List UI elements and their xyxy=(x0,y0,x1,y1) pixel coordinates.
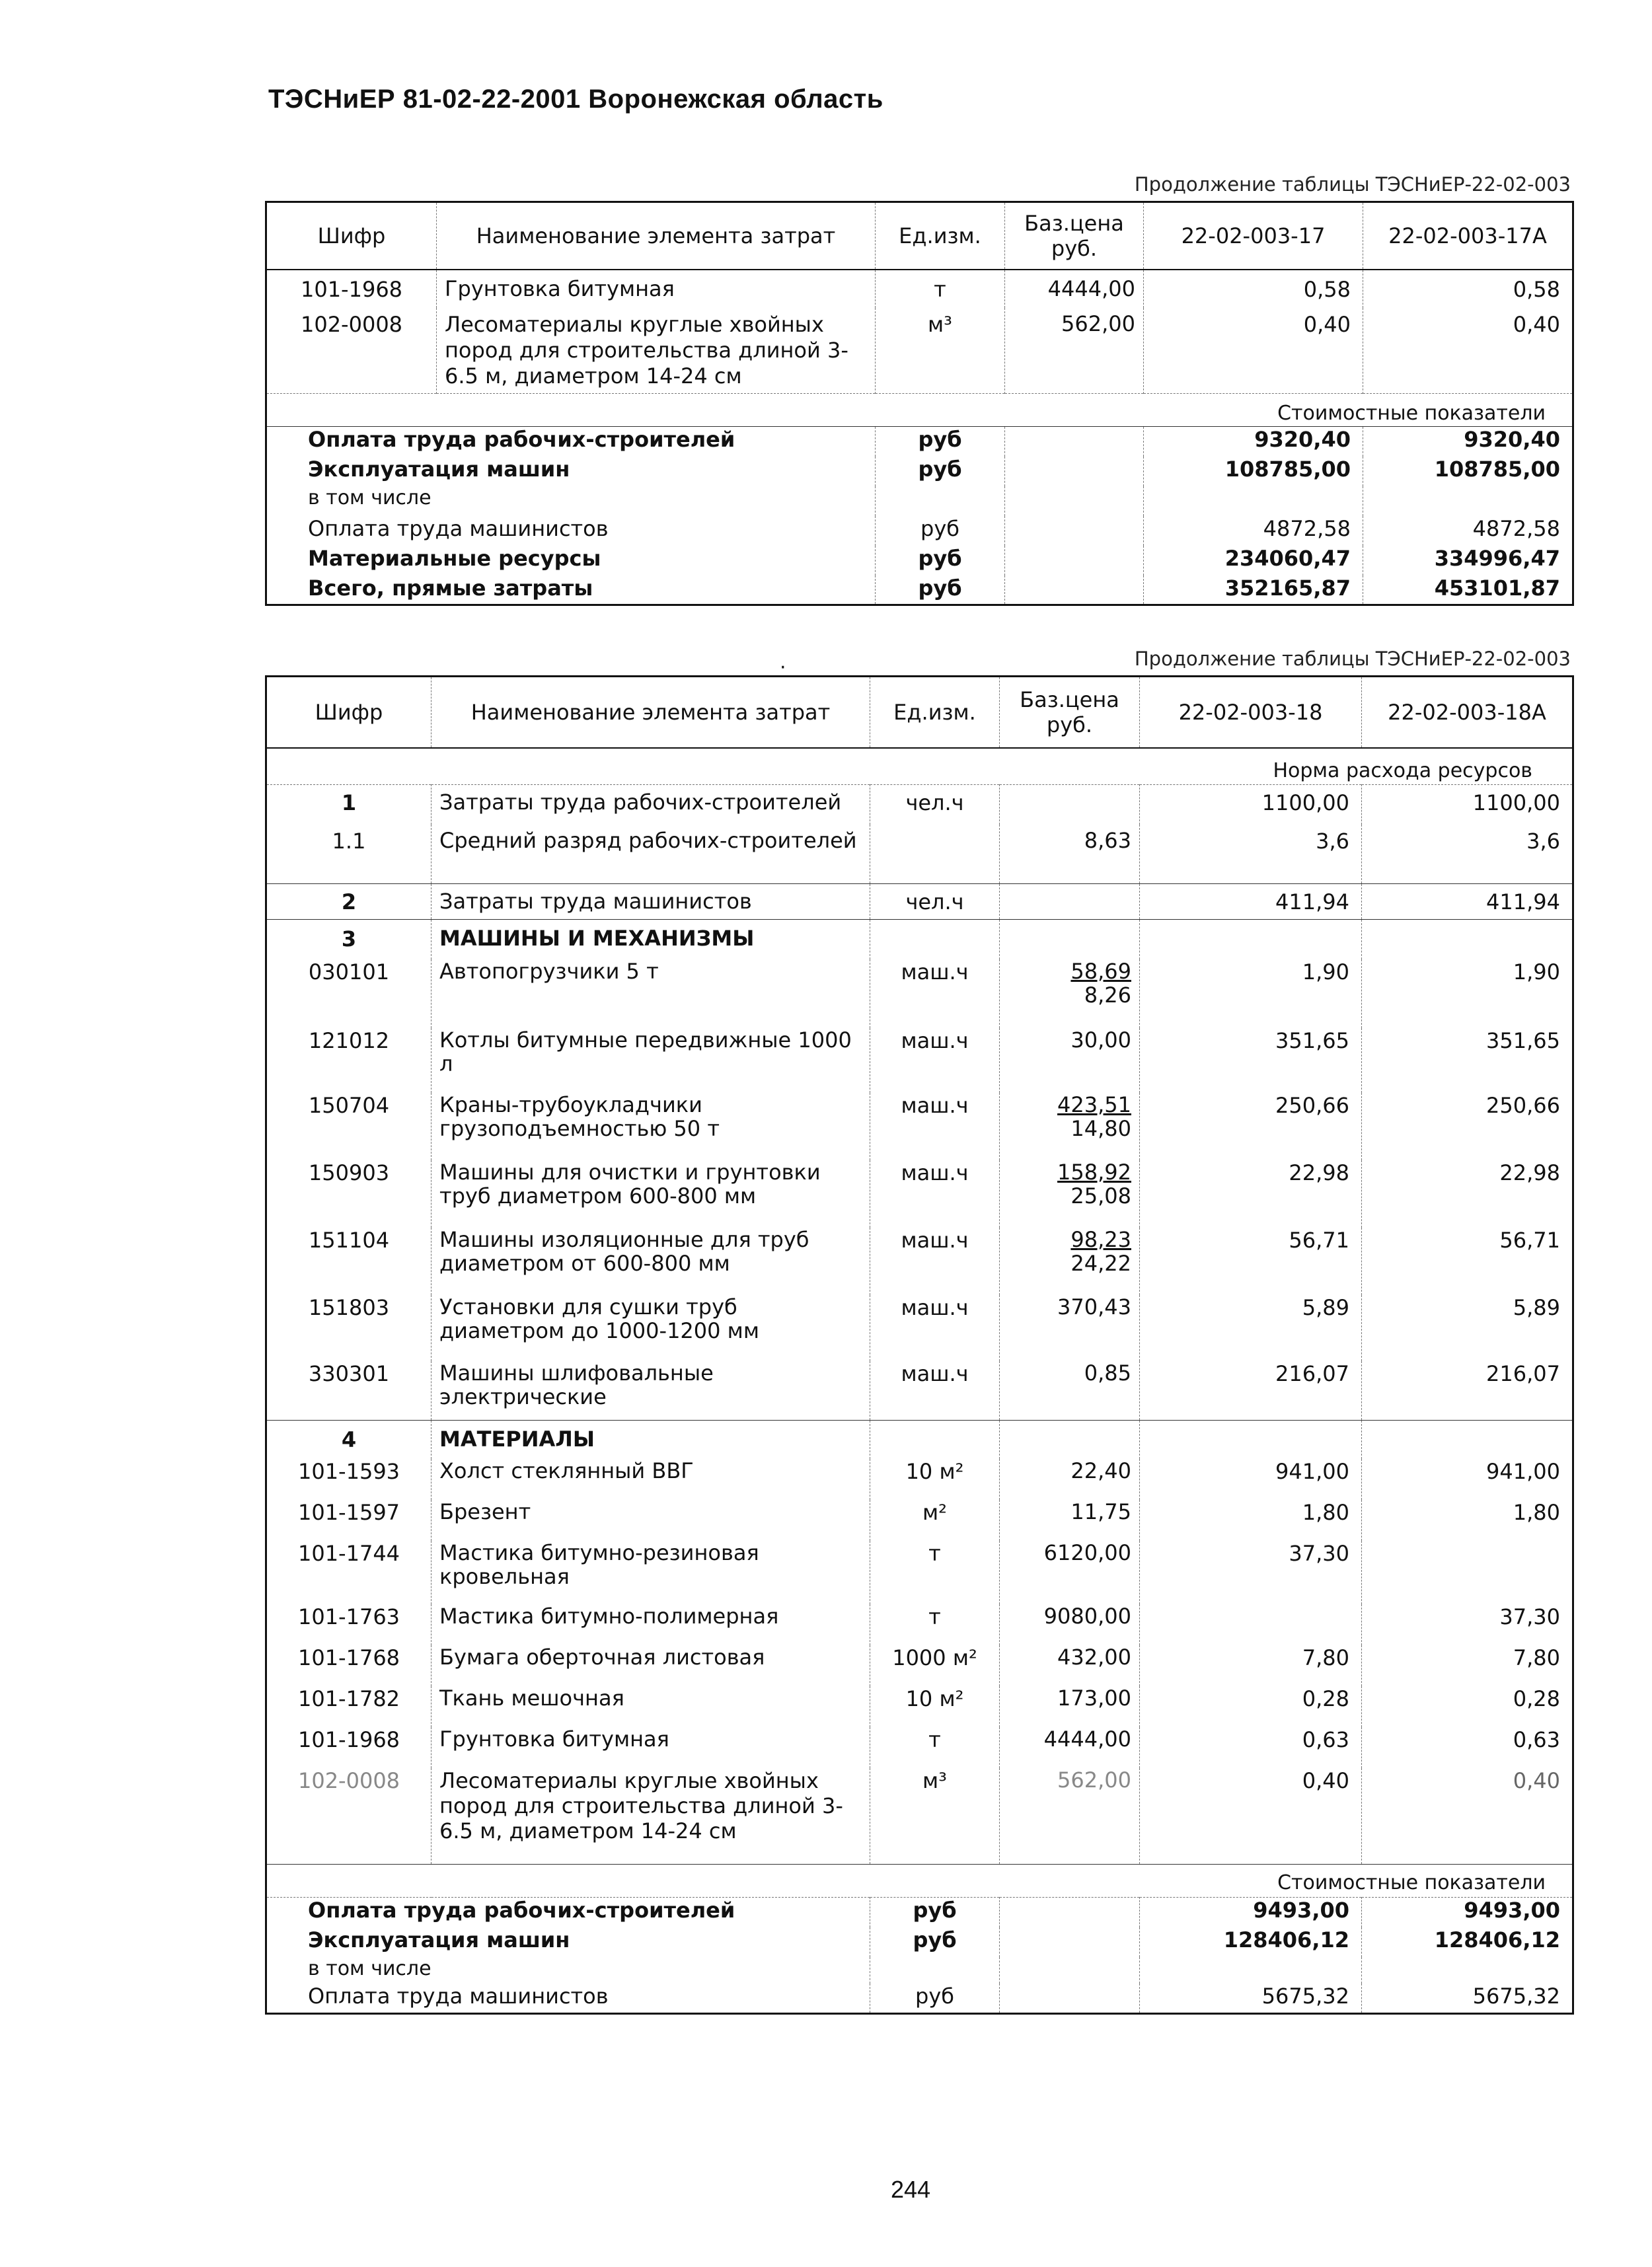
row-value-18a: 0,40 xyxy=(1513,1767,1560,1793)
row-value-17a: 0,40 xyxy=(1513,311,1560,337)
row-code: 2 xyxy=(266,884,432,920)
table-row xyxy=(266,1459,1573,1500)
cost-row xyxy=(266,1898,1573,1927)
table-row xyxy=(266,308,1573,394)
row-value-18: 22,98 xyxy=(1140,1160,1362,1228)
row-value-18a: 351,65 xyxy=(1486,1027,1560,1053)
cost-row xyxy=(266,546,1573,576)
row-unit: т xyxy=(870,1727,1000,1768)
col-header-code: Шифр xyxy=(266,677,432,748)
cost-value-18: 128406,12 xyxy=(1140,1927,1362,1957)
table-row xyxy=(266,1768,1573,1865)
table1 xyxy=(265,201,1574,606)
row-code: 101-1744 xyxy=(266,1541,432,1604)
col-header-base-price: Баз.цена руб. xyxy=(1000,677,1140,748)
cost-label: Оплата труда машинистов xyxy=(266,516,876,546)
row-code: 102-0008 xyxy=(266,1768,432,1865)
table-row xyxy=(266,785,1573,825)
row-name: Грунтовка битумная xyxy=(432,1727,870,1768)
row-value-18: 351,65 xyxy=(1140,1028,1362,1093)
cost-value-18a xyxy=(1362,1957,1573,1984)
base-price-wage: 24,22 xyxy=(1070,1250,1131,1276)
stray-dot: · xyxy=(780,656,786,679)
row-code: 101-1593 xyxy=(266,1459,432,1500)
row-code: 1 xyxy=(266,785,432,825)
col-header-unit: Ед.изм. xyxy=(870,677,1000,748)
row-base-price: 4444,00 xyxy=(1000,1727,1140,1768)
row-value-18: 250,66 xyxy=(1140,1093,1362,1160)
col-header-norm-18: 22-02-003-18 xyxy=(1140,677,1362,748)
cost-label: в том числе xyxy=(266,486,876,516)
row-unit: 1000 м² xyxy=(870,1645,1000,1686)
table-row xyxy=(266,884,1573,920)
cost-unit: руб xyxy=(876,427,1005,457)
col-header-norm-17: 22-02-003-17 xyxy=(1144,202,1363,270)
row-base-price xyxy=(1000,959,1140,1028)
cost-unit: руб xyxy=(876,576,1005,605)
section-header-row xyxy=(266,920,1573,959)
row-value-18: 7,80 xyxy=(1140,1645,1362,1686)
row-name: Холст стеклянный ВВГ xyxy=(432,1459,870,1500)
table1-header-row xyxy=(266,202,1573,270)
row-unit: маш.ч xyxy=(870,1160,1000,1228)
row-unit: чел.ч xyxy=(870,785,1000,825)
row-value-17: 0,58 xyxy=(1144,270,1363,308)
row-value-18a: 56,71 xyxy=(1499,1227,1560,1253)
row-value-18: 1100,00 xyxy=(1140,785,1362,825)
row-base-price: 562,00 xyxy=(1005,308,1144,394)
cost-value-18: 5675,32 xyxy=(1140,1984,1362,2014)
row-value-18a: 1100,00 xyxy=(1472,790,1560,815)
col-header-base-price: Баз.цена руб. xyxy=(1005,202,1144,270)
row-code: 101-1763 xyxy=(266,1604,432,1645)
cost-empty xyxy=(1000,1957,1140,1984)
row-unit: маш.ч xyxy=(870,1093,1000,1160)
row-base-price: 8,63 xyxy=(1000,825,1140,884)
row-base-price: 6120,00 xyxy=(1000,1541,1140,1604)
cost-value-17 xyxy=(1144,486,1363,516)
row-value-18a: 411,94 xyxy=(1362,884,1573,920)
table2-norm-title-row xyxy=(266,748,1573,785)
row-code: 101-1597 xyxy=(266,1500,432,1541)
col-header-code: Шифр xyxy=(266,202,437,270)
table-row xyxy=(266,1500,1573,1541)
row-name: Мастика битумно-резиновая кровельная xyxy=(432,1541,870,1604)
row-base-price: 370,43 xyxy=(1000,1295,1140,1361)
row-code: 101-1968 xyxy=(266,270,437,308)
row-unit: чел.ч xyxy=(870,884,1000,920)
row-value-18a: 1,80 xyxy=(1513,1499,1560,1525)
cost-value-17a: 108785,00 xyxy=(1434,456,1560,482)
row-base-price: 9080,00 xyxy=(1000,1604,1140,1645)
cost-unit xyxy=(876,486,1005,516)
row-base-price: 4444,00 xyxy=(1005,270,1144,308)
row-name: Машины изоляционные для труб диаметром от 600-800 мм xyxy=(432,1228,870,1295)
row-name: Автопогрузчики 5 т xyxy=(432,959,870,1028)
cost-row xyxy=(266,1927,1573,1957)
cost-label: в том числе xyxy=(266,1957,870,1984)
row-code: 150704 xyxy=(266,1093,432,1160)
row-name: Лесоматериалы круглые хвойных пород для строительства длиной 3-6.5 м, диаметром 14-24 см xyxy=(432,1768,870,1865)
row-unit: т xyxy=(870,1541,1000,1604)
table-row xyxy=(266,1604,1573,1645)
row-value-18a: 0,28 xyxy=(1513,1686,1560,1711)
row-name: Машины для очистки и грунтовки труб диаметром 600-800 мм xyxy=(432,1160,870,1228)
row-value-18: 56,71 xyxy=(1140,1228,1362,1295)
table-row xyxy=(266,1028,1573,1093)
table-row xyxy=(266,270,1573,308)
row-base-price xyxy=(1000,785,1140,825)
row-value-18: 941,00 xyxy=(1140,1459,1362,1500)
row-unit: 10 м² xyxy=(870,1459,1000,1500)
cost-row xyxy=(266,516,1573,546)
cost-value-17: 234060,47 xyxy=(1144,546,1363,576)
row-value-17a: 0,58 xyxy=(1513,276,1560,302)
row-value-18: 0,40 xyxy=(1140,1768,1362,1865)
row-base-price: 432,00 xyxy=(1000,1645,1140,1686)
row-name: Затраты труда машинистов xyxy=(432,884,870,920)
cost-label: Всего, прямые затраты xyxy=(266,576,876,605)
col-header-name: Наименование элемента затрат xyxy=(437,202,876,270)
cost-value-17: 108785,00 xyxy=(1144,457,1363,486)
row-name: Средний разряд рабочих-строителей xyxy=(432,825,870,884)
table-row xyxy=(266,1361,1573,1421)
cost-label: Оплата труда машинистов xyxy=(266,1984,870,2014)
table1-continuation-label: Продолжение таблицы ТЭСНиЕР-22-02-003 xyxy=(1134,173,1571,196)
cost-row xyxy=(266,1957,1573,1984)
cost-label: Оплата труда рабочих-строителей xyxy=(266,427,876,457)
row-value-18: 1,90 xyxy=(1140,959,1362,1028)
row-code: 102-0008 xyxy=(266,308,437,394)
row-base-price xyxy=(1000,1228,1140,1295)
row-base-price xyxy=(1000,1160,1140,1228)
cost-value-17a: 9320,40 xyxy=(1464,427,1560,452)
row-value-18a: 37,30 xyxy=(1499,1604,1560,1629)
row-value-18a: 941,00 xyxy=(1486,1458,1560,1484)
row-unit: маш.ч xyxy=(870,1361,1000,1421)
row-unit: маш.ч xyxy=(870,959,1000,1028)
row-unit: т xyxy=(870,1604,1000,1645)
norm-section-title: Норма расхода ресурсов xyxy=(1273,759,1532,782)
row-base-price: 0,85 xyxy=(1000,1361,1140,1421)
row-value-18a: 5,89 xyxy=(1513,1294,1560,1320)
base-price-wage: 14,80 xyxy=(1070,1115,1131,1141)
row-value-18: 5,89 xyxy=(1140,1295,1362,1361)
table-row xyxy=(266,1228,1573,1295)
cost-value-17a: 334996,47 xyxy=(1434,545,1560,571)
cost-unit: руб xyxy=(870,1898,1000,1927)
cost-row xyxy=(266,1984,1573,2014)
cost-section-title: Стоимостные показатели xyxy=(1277,402,1546,425)
table2-header-row xyxy=(266,677,1573,748)
cost-unit: руб xyxy=(876,546,1005,576)
cost-value-18a: 128406,12 xyxy=(1434,1927,1560,1952)
col-header-unit: Ед.изм. xyxy=(876,202,1005,270)
table-row xyxy=(266,1295,1573,1361)
row-name: Установки для сушки труб диаметром до 1000-1200 мм xyxy=(432,1295,870,1361)
row-value-18: 0,63 xyxy=(1140,1727,1362,1768)
base-price-main: 423,51 xyxy=(1057,1092,1131,1117)
row-unit: 10 м² xyxy=(870,1686,1000,1727)
row-name: Котлы битумные передвижные 1000 л xyxy=(432,1028,870,1093)
cost-row xyxy=(266,486,1573,516)
cost-empty xyxy=(1000,1984,1140,2014)
document-title: ТЭСНиЕР 81-02-22-2001 Воронежская область xyxy=(268,85,883,114)
row-value-18 xyxy=(1140,1604,1362,1645)
cost-label: Эксплуатация машин xyxy=(266,1927,870,1957)
cost-label: Эксплуатация машин xyxy=(266,457,876,486)
row-name: Лесоматериалы круглые хвойных пород для строительства длиной 3-6.5 м, диаметром 14-24 см xyxy=(437,308,876,394)
table-row xyxy=(266,1541,1573,1604)
col-header-norm-18a: 22-02-003-18А xyxy=(1388,699,1546,725)
row-unit: м² xyxy=(870,1500,1000,1541)
row-code: 030101 xyxy=(266,959,432,1028)
cost-unit: руб xyxy=(876,457,1005,486)
cost-empty xyxy=(1005,516,1144,546)
table-row xyxy=(266,1093,1573,1160)
cost-empty xyxy=(1005,486,1144,516)
cost-label: Материальные ресурсы xyxy=(266,546,876,576)
row-unit: т xyxy=(876,270,1005,308)
base-price-wage: 8,26 xyxy=(1084,982,1131,1008)
row-name: Брезент xyxy=(432,1500,870,1541)
table-row xyxy=(266,1645,1573,1686)
row-value-18: 411,94 xyxy=(1140,884,1362,920)
row-code: 1.1 xyxy=(266,825,432,884)
col-header-name: Наименование элемента затрат xyxy=(432,677,870,748)
row-base-price xyxy=(1000,884,1140,920)
row-unit: м³ xyxy=(876,308,1005,394)
row-name: Машины шлифовальные электрические xyxy=(432,1361,870,1421)
row-code: 150903 xyxy=(266,1160,432,1228)
row-base-price xyxy=(1000,1093,1140,1160)
base-price-main: 158,92 xyxy=(1057,1160,1131,1185)
row-value-17: 0,40 xyxy=(1144,308,1363,394)
section-number: 3 xyxy=(266,920,432,959)
row-unit: маш.ч xyxy=(870,1028,1000,1093)
base-price-wage: 25,08 xyxy=(1070,1183,1131,1208)
row-value-18: 216,07 xyxy=(1140,1361,1362,1421)
cost-empty xyxy=(1005,546,1144,576)
row-value-18: 3,6 xyxy=(1140,825,1362,884)
row-value-18a: 1,90 xyxy=(1513,959,1560,985)
cost-unit: руб xyxy=(876,516,1005,546)
cost-value-18: 9493,00 xyxy=(1140,1898,1362,1927)
cost-unit xyxy=(870,1957,1000,1984)
cost-value-17a xyxy=(1363,486,1573,516)
row-code: 330301 xyxy=(266,1361,432,1421)
row-value-18a: 216,07 xyxy=(1486,1360,1560,1386)
table-row xyxy=(266,1727,1573,1768)
table1-cost-title-row xyxy=(266,394,1573,427)
row-code: 101-1968 xyxy=(266,1727,432,1768)
table2 xyxy=(265,675,1574,2015)
row-base-price: 22,40 xyxy=(1000,1459,1140,1500)
cost-label: Оплата труда рабочих-строителей xyxy=(266,1898,870,1927)
section-number: 4 xyxy=(266,1421,432,1459)
row-base-price: 30,00 xyxy=(1000,1028,1140,1093)
cost-value-18 xyxy=(1140,1957,1362,1984)
row-code: 101-1768 xyxy=(266,1645,432,1686)
row-value-18: 1,80 xyxy=(1140,1500,1362,1541)
row-value-18: 0,28 xyxy=(1140,1686,1362,1727)
row-value-18a: 0,63 xyxy=(1513,1727,1560,1752)
cost-empty xyxy=(1000,1898,1140,1927)
page-number: 244 xyxy=(891,2176,931,2203)
cost-value-18a: 9493,00 xyxy=(1464,1898,1560,1923)
row-code: 101-1782 xyxy=(266,1686,432,1727)
row-code: 151104 xyxy=(266,1228,432,1295)
cost-value-18a: 5675,32 xyxy=(1472,1983,1560,2009)
row-value-18a: 250,66 xyxy=(1486,1092,1560,1118)
base-price-main: 58,69 xyxy=(1070,959,1131,984)
cost-value-17a: 4872,58 xyxy=(1472,515,1560,541)
cost-row xyxy=(266,427,1573,457)
cost-empty xyxy=(1000,1927,1140,1957)
table-row xyxy=(266,1686,1573,1727)
cost-row xyxy=(266,457,1573,486)
row-name: Мастика битумно-полимерная xyxy=(432,1604,870,1645)
col-header-norm-17a: 22-02-003-17А xyxy=(1388,223,1547,248)
row-base-price: 562,00 xyxy=(1000,1768,1140,1865)
row-value-18a: 3,6 xyxy=(1526,828,1560,854)
cost-empty xyxy=(1005,457,1144,486)
row-base-price: 173,00 xyxy=(1000,1686,1140,1727)
base-price-main: 98,23 xyxy=(1070,1227,1131,1252)
row-value-18a: 7,80 xyxy=(1513,1645,1560,1670)
cost-row xyxy=(266,576,1573,605)
table2-cost-title-row xyxy=(266,1865,1573,1898)
section-header-row xyxy=(266,1421,1573,1459)
row-name: Затраты труда рабочих-строителей xyxy=(432,785,870,825)
row-base-price: 11,75 xyxy=(1000,1500,1140,1541)
row-name: Краны-трубоукладчики грузоподъемностью 50 т xyxy=(432,1093,870,1160)
table2-continuation-label: Продолжение таблицы ТЭСНиЕР-22-02-003 xyxy=(1134,648,1571,670)
row-unit xyxy=(870,825,1000,884)
row-name: Грунтовка битумная xyxy=(437,270,876,308)
row-value-18a xyxy=(1362,1541,1573,1604)
table-row xyxy=(266,825,1573,884)
cost-unit: руб xyxy=(870,1984,1000,2014)
row-name: Ткань мешочная xyxy=(432,1686,870,1727)
cost-value-17a: 453101,87 xyxy=(1434,575,1560,601)
row-value-18a: 22,98 xyxy=(1499,1160,1560,1185)
table-row xyxy=(266,959,1573,1028)
cost-empty xyxy=(1005,427,1144,457)
table-row xyxy=(266,1160,1573,1228)
row-value-18: 37,30 xyxy=(1140,1541,1362,1604)
row-code: 121012 xyxy=(266,1028,432,1093)
cost-value-17: 4872,58 xyxy=(1144,516,1363,546)
row-unit: маш.ч xyxy=(870,1228,1000,1295)
cost-section-title: Стоимостные показатели xyxy=(1277,1871,1546,1894)
row-unit: м³ xyxy=(870,1768,1000,1865)
section-title: МАТЕРИАЛЫ xyxy=(432,1421,870,1459)
row-name: Бумага оберточная листовая xyxy=(432,1645,870,1686)
cost-empty xyxy=(1005,576,1144,605)
cost-value-17: 352165,87 xyxy=(1144,576,1363,605)
row-code: 151803 xyxy=(266,1295,432,1361)
row-unit: маш.ч xyxy=(870,1295,1000,1361)
cost-value-17: 9320,40 xyxy=(1144,427,1363,457)
section-title: МАШИНЫ И МЕХАНИЗМЫ xyxy=(432,920,870,959)
cost-unit: руб xyxy=(870,1927,1000,1957)
